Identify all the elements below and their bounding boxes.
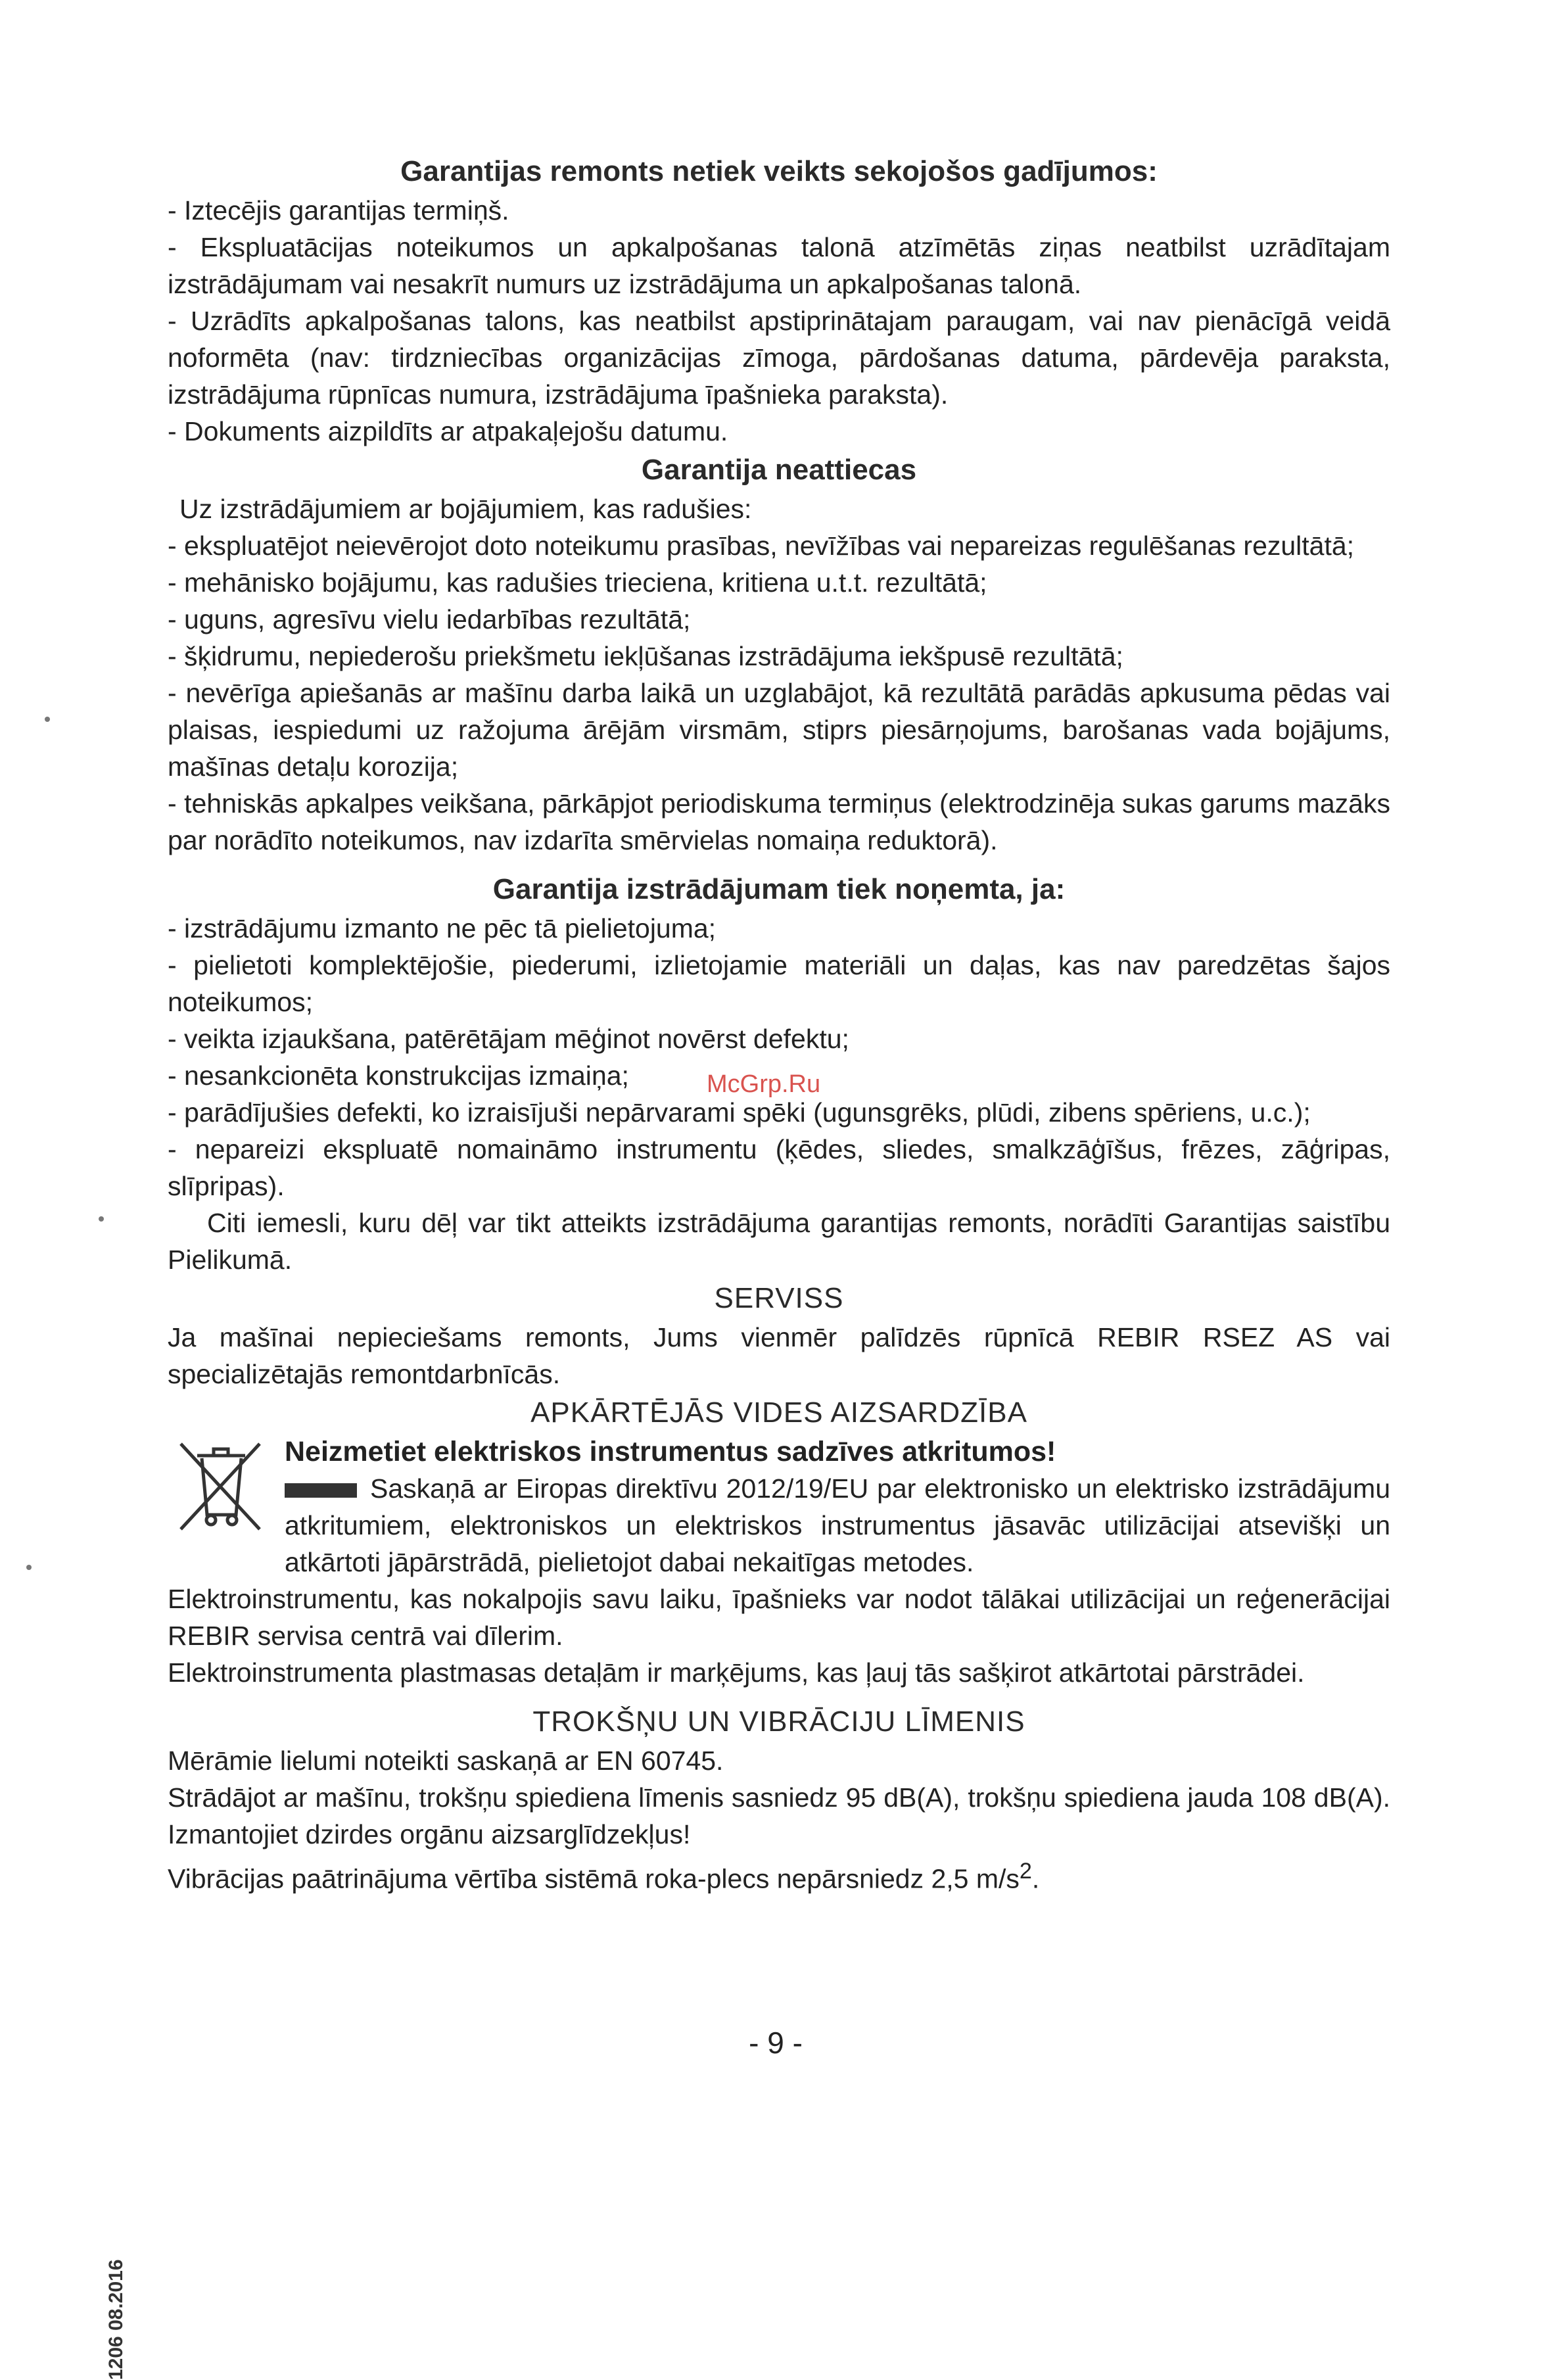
section-intro: Uz izstrādājumiem ar bojājumiem, kas radušies: [179,494,752,524]
list-item: - izstrādājumu izmanto ne pēc tā pielietojuma; [168,913,717,943]
list-item: - nesankcionēta konstrukcijas izmaiņa; [168,1060,629,1091]
environment-paragraph: Elektroinstrumentu, kas nokalpojis savu laiku, īpašnieks var nodot tālākai utilizācijai un reģenerācijai REBIR servisa centrā vai dīlerim. [168,1584,1390,1651]
weee-warning: Neizmetiet elektriskos instrumentus sadzīves atkritumos! [285,1436,1056,1467]
service-text: Ja mašīnai nepieciešams remonts, Jums vienmēr palīdzēs rūpnīcā REBIR RSEZ AS vai specializētajās remontdarbnīcās. [168,1322,1390,1389]
weee-directive: Saskaņā ar Eiropas direktīvu 2012/19/EU par elektronisko un elektrisko izstrādājumu atkritumiem, elektroniskos un elektriskos instrumentus jāsavāc utilizācijai atsevišķi un atkārtoti jāpārstrādā, pielietojot dabai nekaitīgas metodes. [285,1473,1390,1577]
vibration-line: Vibrācijas paātrinājuma vērtība sistēmā roka-plecs nepārsniedz 2,5 $m/s^2$. [168,1859,1040,1894]
list-item: - mehānisko bojājumu, kas radušies trieciena, kritiena u.t.t. rezultātā; [168,567,987,598]
document-page [168,151,1390,1897]
list-item: - Dokuments aizpildīts ar atpakaļejošu datumu. [168,416,728,446]
crossed-bin-icon [168,1433,279,1545]
list-item: - tehniskās apkalpes veikšana, pārkāpjot periodiskuma termiņus (elektrodzinēja sukas garums mazāks par norādīto noteikumos, nav izdarīta smērvielas nomaiņa reduktorā). [168,788,1390,855]
list-item: - šķidrumu, nepiederošu priekšmetu iekļūšanas izstrādājuma iekšpusē rezultātā; [168,641,1123,671]
list-item: - uguns, agresīvu vielu iedarbības rezultātā; [168,604,691,634]
scan-speck [99,1216,104,1222]
section-title-environment: APKĀRTĒJĀS VIDES AIZSARDZĪBA [530,1396,1027,1429]
scan-speck [26,1565,32,1570]
noise-line: Mērāmie lielumi noteikti saskaņā ar EN 60745. [168,1746,724,1776]
black-bar-mark [285,1483,357,1498]
section-title-warranty-not-cover: Garantija neattiecas [641,454,917,486]
section-title-service: SERVISS [714,1282,844,1314]
side-code: 1206 08.2016 [105,2259,127,2380]
list-item: - pielietoti komplektējošie, piederumi, izlietojamie materiāli un daļas, kas nav paredzētas šajos noteikumos; [168,950,1390,1017]
section-title-warranty-not-performed: Garantijas remonts netiek veikts sekojošos gadījumos: [400,155,1158,187]
scan-speck [45,717,50,722]
weee-block [168,1433,1390,1581]
section-title-warranty-removed: Garantija izstrādājumam tiek noņemta, ja: [492,873,1066,905]
list-item: - veikta izjaukšana, patērētājam mēģinot novērst defektu; [168,1024,849,1054]
list-item: - nepareizi ekspluatē nomaināmo instrumentu (ķēdes, sliedes, smalkzāģīšus, frēzes, zāģripas, slīpripas). [168,1134,1390,1201]
environment-paragraph: Elektroinstrumenta plastmasas detaļām ir marķējums, kas ļauj tās sašķirot atkārtotai pārstrādei. [168,1657,1305,1688]
list-item: - ekspluatējot neievērojot doto noteikumu prasības, nevīžības vai nepareizas regulēšanas rezultātā; [168,531,1355,561]
list-item: - Uzrādīts apkalpošanas talons, kas neatbilst apstiprinātajam paraugam, vai nav pienācīgā veidā noformēta (nav: tirdzniecības organizācijas zīmoga, pārdošanas datuma, pārdevēja paraksta, izstrādājuma rūpnīcas numura, izstrādājuma īpašnieka paraksta). [168,306,1390,410]
noise-line: Strādājot ar mašīnu, trokšņu spiediena līmenis sasniedz 95 dB(A), trokšņu spiediena jauda 108 dB(A). Izmantojiet dzirdes orgānu aizsarglīdzekļus! [168,1782,1390,1849]
page-number: - 9 - [749,2026,803,2060]
list-item: - Iztecējis garantijas termiņš. [168,195,509,226]
weee-text [285,1433,1390,1581]
section-title-noise: TROKŠŅU UN VIBRĀCIJU LĪMENIS [532,1705,1025,1738]
list-item: - nevērīga apiešanās ar mašīnu darba laikā un uzglabājot, kā rezultātā parādās apkusuma pēdas vai plaisas, iespiedumi uz ražojuma ārējām virsmām, stiprs piesārņojums, barošanas vada bojājums, mašīnas detaļu korozija; [168,678,1390,782]
list-item: - parādījušies defekti, ko izraisījuši nepārvarami spēki (ugunsgrēks, plūdi, zibens spēriens, u.c.); [168,1097,1311,1128]
list-item: - Ekspluatācijas noteikumos un apkalpošanas talonā atzīmētās ziņas neatbilst uzrādītajam izstrādājumam vai nesakrīt numurs uz izstrādājuma un apkalpošanas talonā. [168,232,1390,299]
section-note: Citi iemesli, kuru dēļ var tikt atteikts izstrādājuma garantijas remonts, norādīti Garantijas saistību Pielikumā. [168,1208,1390,1275]
watermark: McGrp.Ru [707,1070,821,1098]
